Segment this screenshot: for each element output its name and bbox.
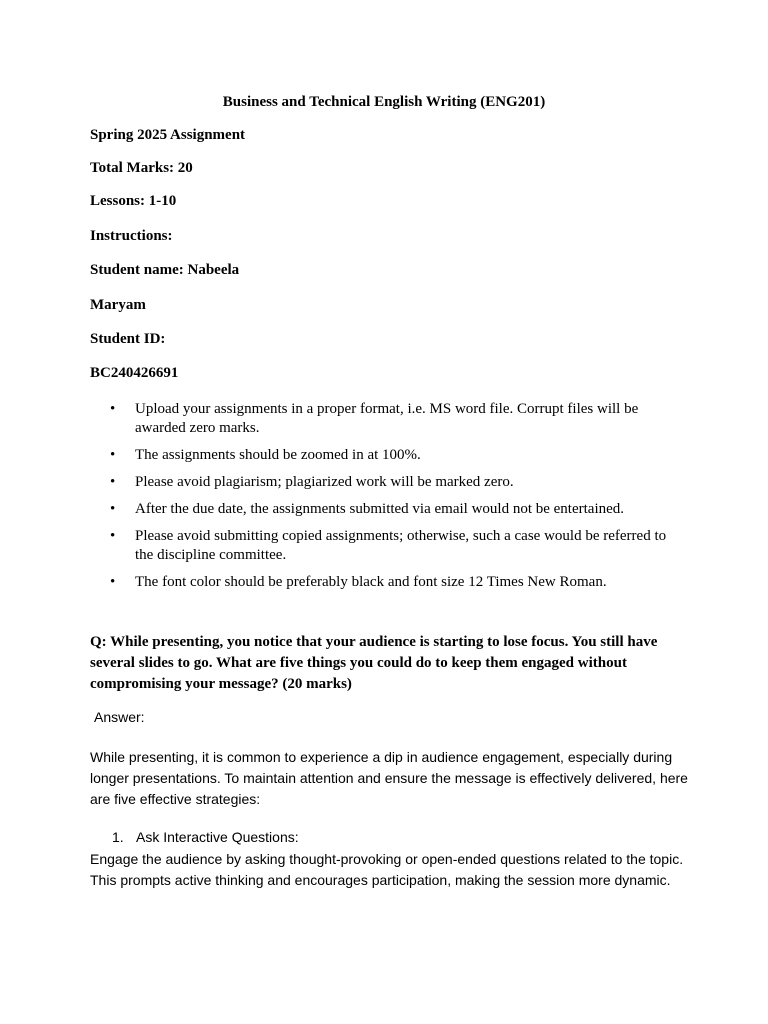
lessons-range: Lessons: 1-10 — [90, 193, 177, 209]
bullet-icon: • — [110, 528, 116, 544]
student-name: Student name: Nabeela — [90, 262, 240, 278]
instructions-list — [90, 400, 680, 600]
list-item — [90, 400, 680, 438]
answer-intro: While presenting, it is common to experience a dip in audience engagement, especially during longer presentations. To maintain attention and ensure the message is effectively delivered, here are five effective strategies: — [90, 749, 688, 807]
instruction-text: The font color should be preferably black and font size 12 Times New Roman. — [135, 574, 607, 590]
student-name-continued: Maryam — [90, 297, 146, 313]
point-heading: Ask Interactive Questions: — [136, 829, 299, 845]
student-id-label: Student ID: — [90, 331, 166, 347]
list-item — [90, 527, 680, 565]
bullet-icon: • — [110, 501, 116, 517]
bullet-icon: • — [110, 447, 116, 463]
instruction-text: The assignments should be zoomed in at 100%. — [135, 447, 421, 463]
list-item — [90, 573, 680, 592]
assignment-question: Q: While presenting, you notice that your audience is starting to lose focus. You still have several slides to go. What are five things you could do to keep them engaged without compromising your message? (20 marks) — [90, 634, 658, 692]
instruction-text: Please avoid plagiarism; plagiarized work will be marked zero. — [135, 474, 514, 490]
instructions-heading: Instructions: — [90, 228, 173, 244]
instruction-text: Upload your assignments in a proper format, i.e. MS word file. Corrupt files will be awarded zero marks. — [135, 401, 639, 436]
instruction-text: Please avoid submitting copied assignments; otherwise, such a case would be referred to the discipline committee. — [135, 528, 667, 563]
bullet-icon: • — [110, 474, 116, 490]
bullet-icon: • — [110, 574, 116, 590]
bullet-icon: • — [110, 401, 116, 417]
student-id-value: BC240426691 — [90, 365, 179, 381]
total-marks: Total Marks: 20 — [90, 160, 193, 176]
answer-label: Answer: — [94, 709, 145, 725]
term-label: Spring 2025 Assignment — [90, 127, 246, 143]
course-title: Business and Technical English Writing (ENG201) — [222, 94, 546, 110]
list-item — [90, 446, 680, 465]
list-item — [90, 500, 680, 519]
instruction-text: After the due date, the assignments submitted via email would not be entertained. — [135, 501, 625, 517]
point-body: Engage the audience by asking thought-provoking or open-ended questions related to the topic. This prompts active thinking and encourages participation, making the session more dynamic. — [90, 851, 684, 888]
list-item — [90, 473, 680, 492]
point-number: 1. — [112, 829, 124, 845]
